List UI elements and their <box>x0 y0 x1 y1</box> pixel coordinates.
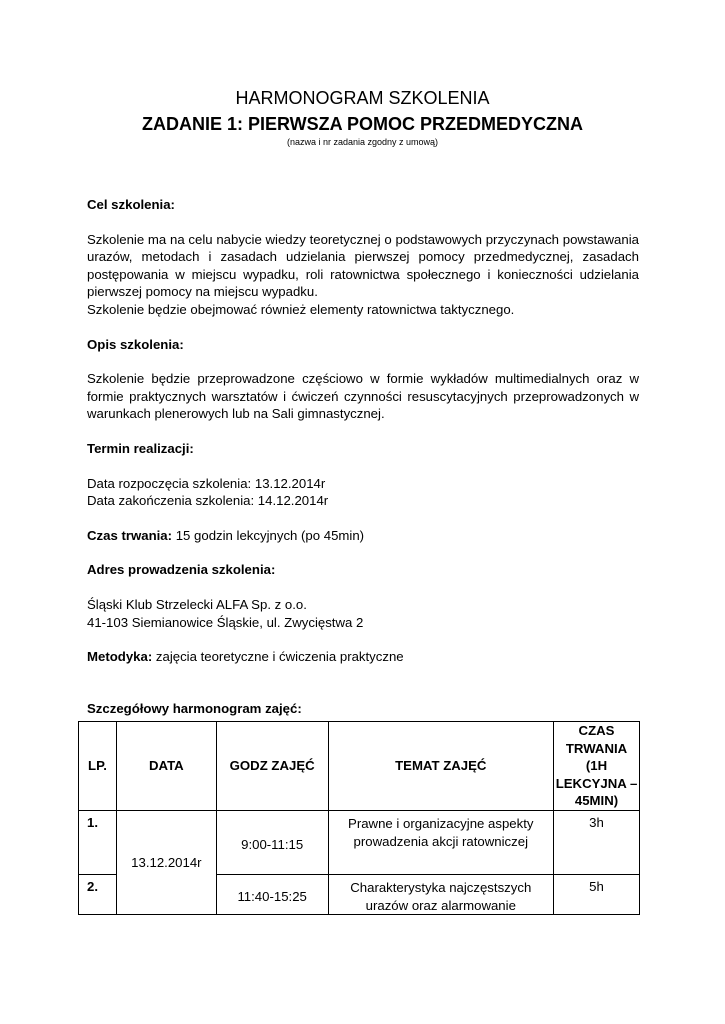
col-data: DATA <box>116 722 216 811</box>
task-title: ZADANIE 1: PIERWSZA POMOC PRZEDMEDYCZNA <box>141 114 584 134</box>
row-lp: 2. <box>79 875 117 915</box>
adres-line1: Śląski Klub Strzelecki ALFA Sp. z o.o. <box>87 596 307 612</box>
adres-heading: Adres prowadzenia szkolenia: <box>87 562 276 578</box>
metodyka-value: zajęcia teoretyczne i ćwiczenia praktyczne <box>155 649 404 665</box>
col-lp: LP. <box>79 722 117 811</box>
task-subtitle: (nazwa i nr zadania zgodny z umową) <box>286 137 439 147</box>
schedule-table <box>78 721 640 915</box>
schedule-heading: Szczegółowy harmonogram zajęć: <box>87 701 302 716</box>
opis-heading: Opis szkolenia: <box>87 336 184 352</box>
row-godz: 9:00-11:15 <box>216 811 328 875</box>
row-czas: 5h <box>554 875 640 915</box>
document-body <box>87 196 639 666</box>
row-lp: 1. <box>79 811 117 875</box>
czas-line <box>87 527 639 545</box>
metodyka-line <box>87 648 639 666</box>
table-header-row <box>79 722 640 811</box>
czas-value: 15 godzin lekcyjnych (po 45min) <box>175 527 365 543</box>
row-temat: Charakterystyka najczęstszych urazów oraz alarmowanie <box>328 875 553 915</box>
cel-text-extra: Szkolenie będzie obejmować również elementy ratownictwa taktycznego. <box>87 301 515 317</box>
col-temat: TEMAT ZAJĘĆ <box>328 722 553 811</box>
termin-end: Data zakończenia szkolenia: 14.12.2014r <box>87 493 329 509</box>
col-godz: GODZ ZAJĘĆ <box>216 722 328 811</box>
termin-start: Data rozpoczęcia szkolenia: 13.12.2014r <box>87 475 326 491</box>
col-czas: CZAS TRWANIA (1H LEKCYJNA – 45MIN) <box>554 722 640 811</box>
metodyka-label: Metodyka: <box>87 649 153 665</box>
opis-text: Szkolenie będzie przeprowadzone częściowo w formie wykładów multimedialnych oraz w formie praktycznych warsztatów i ćwiczeń czynności resuscytacyjnych przeprowadzonych w warunkach plenerowych lub na Sali gimnastycznej. <box>87 371 639 422</box>
row-date: 13.12.2014r <box>116 811 216 915</box>
document-title: HARMONOGRAM SZKOLENIA <box>235 88 490 108</box>
termin-heading: Termin realizacji: <box>87 440 194 456</box>
cel-heading: Cel szkolenia: <box>87 197 175 212</box>
row-godz: 11:40-15:25 <box>216 875 328 915</box>
row-czas: 3h <box>554 811 640 875</box>
czas-label: Czas trwania: <box>87 527 173 543</box>
table-row <box>79 811 640 875</box>
cel-text: Szkolenie ma na celu nabycie wiedzy teoretycznej o podstawowych przyczynach powstawania urazów, metodach i zasadach udzielania pierwszej pomocy przedmedycznej, zasadach postępowania w miejscu wypadku, roli ratownictwa społecznego i konieczności udzielania pierwszej pomocy na miejscu wypadku. <box>87 231 639 300</box>
adres-line2: 41-103 Siemianowice Śląskie, ul. Zwycięstwa 2 <box>87 614 364 630</box>
row-temat: Prawne i organizacyjne aspekty prowadzenia akcji ratowniczej <box>328 811 553 875</box>
